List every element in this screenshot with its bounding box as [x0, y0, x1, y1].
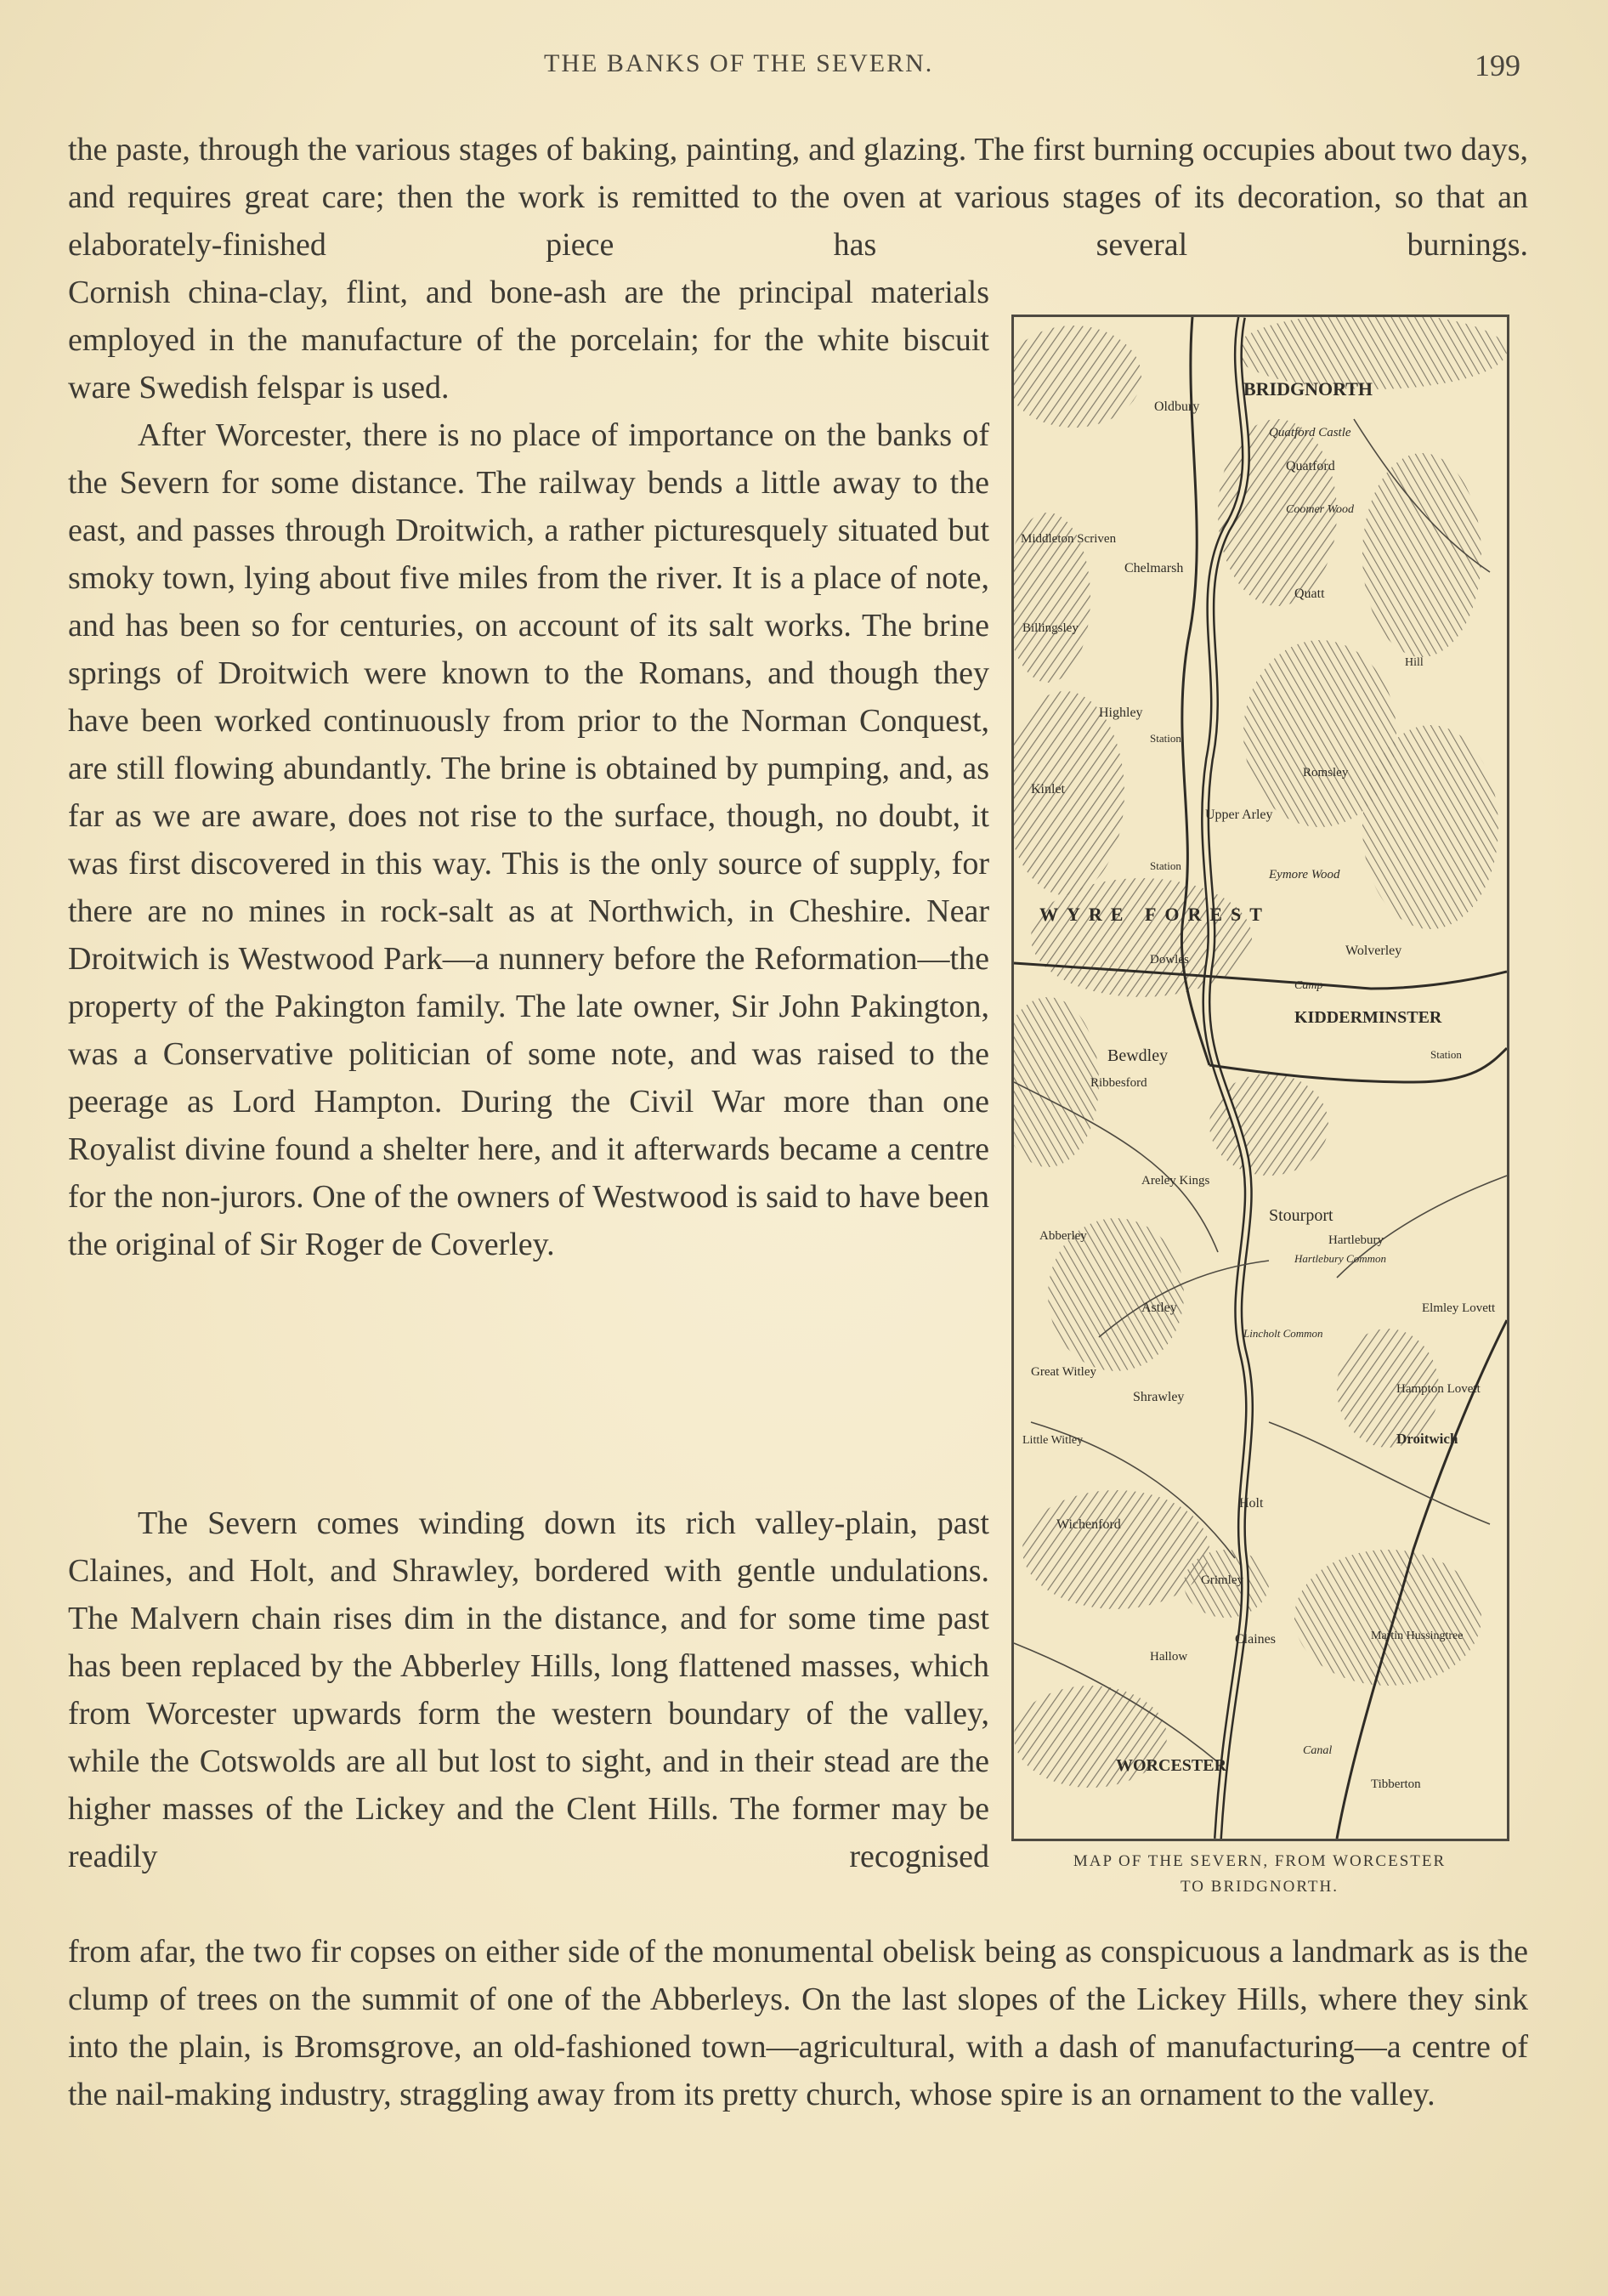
- map-label: Hartlebury Common: [1294, 1252, 1386, 1265]
- map-label: Tibberton: [1371, 1777, 1421, 1791]
- map-label: Hallow: [1150, 1650, 1188, 1664]
- map-label: Bewdley: [1107, 1046, 1169, 1065]
- map-label: Oldbury: [1154, 400, 1200, 414]
- map-label: Dowles: [1150, 953, 1189, 967]
- map-label: Astley: [1141, 1301, 1177, 1315]
- map-label: WYRE FOREST: [1039, 904, 1271, 925]
- map-label: Station: [1150, 859, 1181, 872]
- paragraph-cornish: Cornish china-clay, flint, and bone-ash are the principal materials employed in the manufacture of the porcelain; for the white biscuit ware Swedish felspar is used.: [68, 275, 989, 405]
- map-label: Martin Hussingtree: [1371, 1630, 1464, 1642]
- map-label: KIDDERMINSTER: [1294, 1008, 1442, 1027]
- map-label: Wolverley: [1345, 944, 1402, 958]
- map-label: Ribbesford: [1090, 1076, 1147, 1090]
- map-label: Droitwich: [1396, 1431, 1458, 1447]
- map-label: Quatford Castle: [1269, 426, 1351, 439]
- map-label: Little Witley: [1022, 1434, 1084, 1447]
- map-label: Quatt: [1294, 587, 1325, 601]
- paragraph-after-worcester: After Worcester, there is no place of importance on the banks of the Severn for some distance. The railway bends a little away to the east, and passes through Droitwich, a rather picturesquely situated but smoky town, lying about five miles from the river. It is a place of note, and has been so for centuries, on account of its salt works. The brine springs of Droitwich were known to the Romans, and though they have been worked continuously from prior to the Norman Conquest, are still flowing abundantly. The brine is obtained by pumping, and, as far as we are aware, does not rise to the surface, though, no doubt, it was first discovered in this way. This is the only source of supply, for there are no mines in rock-salt as at Northwich, in Cheshire. Near Droitwich is Westwood Park—a nunnery before the Reformation—the property of the Pakington family. The late owner, Sir John Pakington, was a Conservative politician of some note, and was raised to the peerage as Lord Hampton. During the Civil War more than one Royalist divine found a shelter here, and it afterwards became a centre for the non-jurors. One of the owners of Westwood is said to have been the original of Sir Roger de Coverley.: [68, 417, 989, 1262]
- paragraph-severn-column: The Severn comes winding down its rich valley-plain, past Claines, and Holt, and Shrawley, bordered with gentle undulations. The Malvern chain rises dim in the distance, and for some time past has been replaced by the Abberley Hills, long flattened masses, which from Worcester upwards form the western boundary of the valley, while the Cotswolds are all but lost to sight, and in their stead are the higher masses of the Lickey and the Clent Hills. The former may be readily recognised: [68, 1505, 989, 1874]
- map-label: Quatford: [1286, 459, 1335, 473]
- paragraph-top: the paste, through the various stages of baking, painting, and glazing. The first burning occupies about two days, and requires great care; then the work is remitted to the oven at various stages of its decoration, so that an elaborately-finished piece has several burnings.: [68, 132, 1528, 263]
- map-label: Middleton Scriven: [1021, 532, 1117, 546]
- map-label: Elmley Lovett: [1422, 1301, 1496, 1315]
- map-label: Station: [1430, 1048, 1462, 1061]
- map-label: Kinlet: [1031, 782, 1065, 797]
- severn-map: [1011, 315, 1509, 1841]
- map-label: Hampton Lovett: [1396, 1382, 1481, 1396]
- map-label: Abberley: [1039, 1229, 1087, 1243]
- map-label: Canal: [1303, 1744, 1333, 1757]
- map-label: Hill: [1405, 656, 1424, 669]
- map-label: Wichenford: [1056, 1517, 1121, 1532]
- map-label: Hartlebury: [1328, 1233, 1384, 1247]
- map-label: BRIDGNORTH: [1243, 378, 1373, 400]
- map-label: Shrawley: [1133, 1390, 1185, 1404]
- map-caption-line2: TO BRIDGNORTH.: [1181, 1878, 1339, 1896]
- map-caption: [1013, 1849, 1506, 1900]
- map-label: Coomer Wood: [1286, 503, 1354, 516]
- running-head: THE BANKS OF THE SEVERN.: [544, 49, 934, 77]
- map-label: Station: [1150, 732, 1181, 745]
- map-label: Upper Arley: [1205, 808, 1273, 822]
- paragraph-bottom: from afar, the two fir copses on either side of the monumental obelisk being as conspicuous a landmark as is the clump of trees on the summit of one of the Abberleys. On the last slopes of the Lickey Hills, where they sink into the plain, is Bromsgrove, an old-fashioned town—agricultural, with a dash of manufacturing—a centre of the nail-making industry, straggling away from its pretty church, whose spire is an ornament to the valley.: [68, 1934, 1528, 2112]
- map-label: Areley Kings: [1141, 1174, 1210, 1188]
- map-label: Camp: [1294, 979, 1323, 992]
- map-label: Lincholt Common: [1243, 1327, 1323, 1340]
- page-number: 199: [1475, 48, 1520, 82]
- map-label: Claines: [1235, 1632, 1276, 1647]
- map-label: Grimley: [1201, 1573, 1243, 1587]
- map-label: Great Witley: [1031, 1365, 1097, 1379]
- map-label: Billingsley: [1022, 621, 1079, 635]
- map-label: Holt: [1239, 1496, 1264, 1511]
- map-label: Romsley: [1303, 766, 1349, 780]
- map-label: Highley: [1099, 706, 1143, 720]
- map-label: WORCESTER: [1116, 1756, 1227, 1775]
- map-label: Stourport: [1269, 1206, 1333, 1225]
- map-caption-line1: MAP OF THE SEVERN, FROM WORCESTER: [1073, 1852, 1447, 1870]
- map-label: Eymore Wood: [1269, 868, 1340, 882]
- map-label: Chelmarsh: [1124, 561, 1184, 575]
